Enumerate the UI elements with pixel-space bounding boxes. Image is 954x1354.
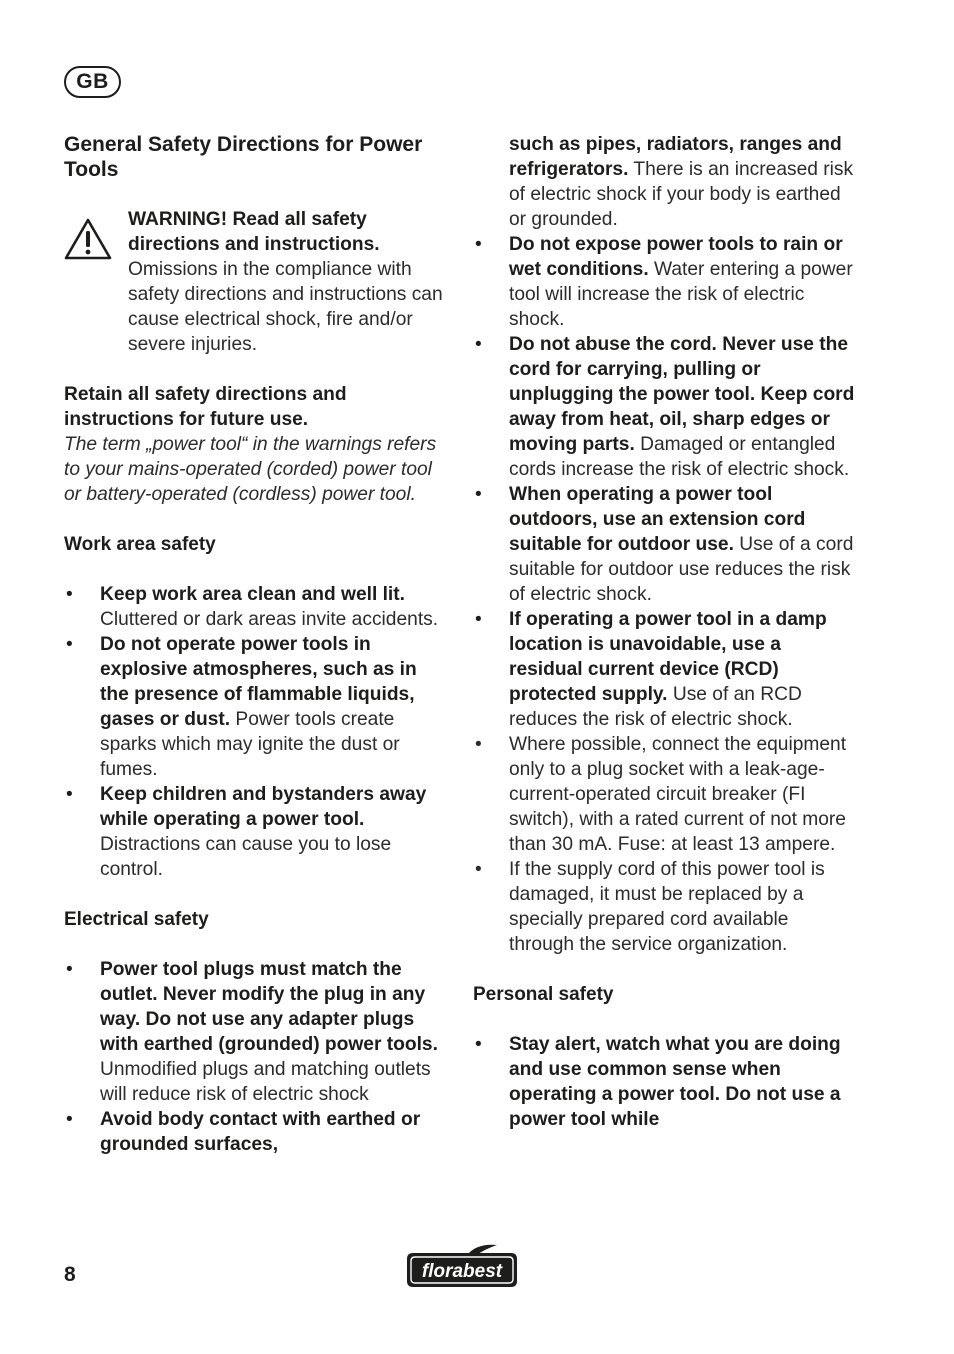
list-item bbox=[64, 957, 448, 1107]
item-text: Use of an RCD reduces the risk of electric shock. bbox=[509, 684, 802, 730]
list-item bbox=[473, 607, 857, 732]
bullet-icon: • bbox=[475, 234, 482, 255]
list-item bbox=[473, 332, 857, 482]
electrical-heading: Electrical safety bbox=[64, 909, 209, 930]
item-bold: Avoid body contact with earthed or grounded surfaces, bbox=[100, 1109, 421, 1155]
language-badge: GB bbox=[64, 66, 121, 98]
bullet-icon: • bbox=[66, 1109, 73, 1130]
list-item bbox=[473, 1032, 857, 1132]
continuation-body: There is an increased risk of electric shock if your body is earthed or grounded. bbox=[509, 159, 854, 230]
warning-bold: WARNING! Read all safety directions and instructions. bbox=[128, 209, 380, 255]
work-area-list bbox=[64, 582, 448, 882]
personal-safety-heading: Personal safety bbox=[473, 984, 614, 1005]
florabest-logo bbox=[405, 1243, 519, 1289]
item-bold: If operating a power tool in a damp location is unavoidable, use a residual current device (RCD) protected supply. bbox=[509, 609, 827, 705]
page-number: 8 bbox=[64, 1263, 76, 1286]
bullet-icon: • bbox=[66, 584, 73, 605]
item-text: Where possible, connect the equipment only to a plug socket with a leak-age-current-operated circuit breaker (FI switch), with a rated current of not more than 30 mA. Fuse: at least 13 ampere. bbox=[509, 734, 847, 855]
warning-text bbox=[128, 207, 448, 357]
personal-safety-list bbox=[473, 1032, 857, 1132]
list-item bbox=[64, 1107, 448, 1157]
svg-text:florabest: florabest bbox=[421, 1261, 503, 1282]
warning-body: Omissions in the compliance with safety directions and instructions can cause electrical shock, fire and/or severe injuries. bbox=[128, 259, 443, 355]
work-area-heading: Work area safety bbox=[64, 534, 216, 555]
bullet-icon: • bbox=[475, 484, 482, 505]
bullet-icon: • bbox=[475, 859, 482, 880]
left-column bbox=[64, 132, 448, 1157]
list-item bbox=[473, 232, 857, 332]
bullet-icon: • bbox=[66, 634, 73, 655]
retain-instructions: Retain all safety directions and instructions for future use. bbox=[64, 384, 347, 430]
item-bold: Do not expose power tools to rain or wet conditions. bbox=[509, 234, 843, 280]
item-bold: Keep work area clean and well lit. bbox=[100, 584, 405, 605]
section-title: General Safety Directions for Power Tools bbox=[64, 133, 423, 181]
item-text: Use of a cord suitable for outdoor use reduces the risk of electric shock. bbox=[509, 534, 854, 605]
list-item bbox=[473, 857, 857, 957]
term-note: The term „power tool“ in the warnings refers to your mains-operated (corded) power tool or battery-operated (cordless) power tool. bbox=[64, 434, 437, 505]
item-bold: Keep children and bystanders away while operating a power tool. bbox=[100, 784, 427, 830]
item-bold: Do not operate power tools in explosive atmospheres, such as in the presence of flammable liquids, gases or dust. bbox=[100, 634, 417, 730]
bullet-icon: • bbox=[475, 334, 482, 355]
item-text: Damaged or entangled cords increase the risk of electric shock. bbox=[509, 434, 850, 480]
item-text: If the supply cord of this power tool is damaged, it must be replaced by a specially prepared cord available through the service organization. bbox=[509, 859, 825, 955]
item-bold: Stay alert, watch what you are doing and use common sense when operating a power tool. Do not use a power tool while bbox=[509, 1034, 841, 1130]
bullet-icon: • bbox=[66, 784, 73, 805]
warning-block bbox=[64, 207, 448, 357]
item-text: Unmodified plugs and matching outlets will reduce risk of electric shock bbox=[100, 1059, 431, 1105]
item-bold: Do not abuse the cord. Never use the cord for carrying, pulling or unplugging the power tool. Keep cord away from heat, oil, sharp edges or moving parts. bbox=[509, 334, 855, 455]
continuation-text bbox=[473, 132, 857, 232]
continuation-bold: such as pipes, radiators, ranges and refrigerators. bbox=[509, 134, 842, 180]
item-text: Power tools create sparks which may ignite the dust or fumes. bbox=[100, 709, 400, 780]
electrical-list bbox=[64, 957, 448, 1157]
item-text: Distractions can cause you to lose control. bbox=[100, 834, 392, 880]
electrical-list-continued bbox=[473, 232, 857, 957]
bullet-icon: • bbox=[475, 734, 482, 755]
bullet-icon: • bbox=[475, 609, 482, 630]
right-column bbox=[473, 132, 857, 1132]
list-item bbox=[473, 732, 857, 857]
list-item bbox=[64, 782, 448, 882]
warning-triangle-icon bbox=[64, 207, 128, 268]
list-item bbox=[473, 482, 857, 607]
item-bold: Power tool plugs must match the outlet. Never modify the plug in any way. Do not use any adapter plugs with earthed (grounded) power tools. bbox=[100, 959, 438, 1055]
item-text: Water entering a power tool will increase the risk of electric shock. bbox=[509, 259, 853, 330]
list-item bbox=[64, 582, 448, 632]
item-bold: When operating a power tool outdoors, use an extension cord suitable for outdoor use. bbox=[509, 484, 806, 555]
bullet-icon: • bbox=[475, 1034, 482, 1055]
item-text: Cluttered or dark areas invite accidents. bbox=[100, 609, 439, 630]
bullet-icon: • bbox=[66, 959, 73, 980]
list-item bbox=[64, 632, 448, 782]
